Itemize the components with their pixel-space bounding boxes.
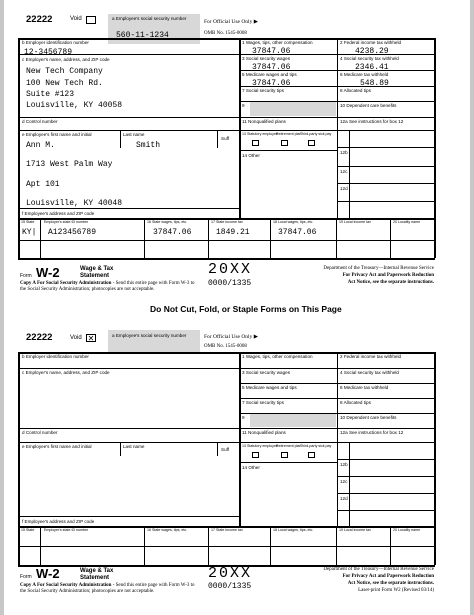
box12b-label-2: 12b [340,462,348,467]
box5-label: 5 Medicare wages and tips [242,72,297,77]
box14-label-2: 14 Other [242,465,260,470]
employer-name-line1: New Tech Company [26,67,103,76]
employee-last-value: Smith [136,141,161,150]
do-not-cut-notice: Do Not Cut, Fold, or Staple Forms on This Page [150,304,342,314]
omb-number-2: OMB No. 1545-0008 [204,344,247,349]
box13-statutory-2: 13 Statutory employee [242,444,278,448]
form-code-number: 0000/1335 [208,279,252,288]
box2-label-2: 2 Federal income tax withheld [340,354,402,359]
box10-label: 10 Dependent care benefits [340,103,397,108]
control-number-label-2: d Control number [22,430,58,435]
omb-number: OMB No. 1545-0008 [204,31,247,36]
act-notice: Act Notice, see the separate instructions. [347,280,434,285]
box6-value: 548.89 [360,79,389,88]
employer-name-line3: Suite #123 [26,90,75,99]
box20-label: 20 Locality name [393,220,421,224]
box12c-label: 12c [340,169,348,174]
dept-treasury-2: Department of the Treasury—Internal Revenue Service [323,567,434,572]
box7-label: 7 Social security tips [242,88,284,93]
ssn-value: 560-11-1234 [116,31,169,40]
box14-label: 14 Other [242,153,260,158]
box15-label: 15 State [21,220,35,224]
employee-addr-line3: Louisville, KY 40048 [26,199,123,208]
ssn-label: a Employee's social security number [112,16,187,21]
box15-state-value: KY| [22,228,37,237]
box1-label: 1 Wages, tips, other compensation [242,40,313,45]
box12d-label: 12d [340,186,348,191]
suffix-label-2: Suff [221,447,230,452]
employer-name-line4: Louisville, KY 40058 [26,101,123,110]
box4-label: 4 Social security tax withheld [340,56,399,61]
employer-name-label: c Employer's name, address, and ZIP code [22,57,110,62]
tax-year: 20XX [208,261,253,278]
box18-label-2: 18 Local wages, tips, etc. [273,528,314,532]
box2-value: 4238.29 [355,47,389,56]
void-label-2: Void [70,335,82,341]
official-use: For Official Use Only ▶ [204,19,258,25]
copy-a-rest: - Send this entire page with Form W-3 to the Social Security Administration; photocopies are not acceptable. [20,281,195,292]
box15-id-label: Employer's state ID number [44,220,89,224]
form-w2-title-2: W-2 [36,566,60,581]
box13-statutory-checkbox-2[interactable] [252,452,259,458]
box10-label-2: 10 Dependent care benefits [340,415,397,420]
box15-label-2: 15 State [21,528,35,532]
box3-label-2: 3 Social security wages [242,370,291,375]
box13-sickpay-checkbox-2[interactable] [308,452,315,458]
dept-treasury: Department of the Treasury—Internal Revenue Service [323,266,434,271]
box9-shade-2 [250,414,336,427]
employer-ein-label-2: b Employer identification number [22,354,89,359]
box7-label-2: 7 Social security tips [242,400,284,405]
box13-statutory: 13 Statutory employee [242,132,278,136]
box3-value: 37847.06 [252,63,291,72]
control-number-label: d Control number [22,119,58,124]
box13-sickpay: Third-party sick pay [300,132,332,136]
statement-title-2: Statement [80,575,110,581]
box6-label-2: 6 Medicare tax withheld [340,385,389,390]
box13-retirement-2: Retirement plan [276,444,302,448]
form-code-number-2: 0000/1335 [208,582,252,591]
void-checkbox-2[interactable]: ✕ [87,334,95,343]
employee-first-label-2: e Employee's first name and initial [22,444,92,449]
box4-label-2: 4 Social security tax withheld [340,370,399,375]
ssn-label-2: a Employee's social security number [112,333,187,338]
employee-addr-line2: Apt 101 [26,180,60,189]
suffix-label: Suff [221,136,230,141]
box9-label-2: 9 [242,415,245,420]
box12a-label: 12a See instructions for box 12 [340,119,404,124]
box1-label-2: 1 Wages, tips, other compensation [242,354,313,359]
box13-retirement-checkbox-2[interactable] [281,452,288,458]
employee-last-label-2: Last name [123,444,145,449]
box17-value: 1849.21 [216,228,250,237]
copy-a-rest-2: - Send this entire page with Form W-3 to the Social Security Administration; photocopies are not acceptable. [20,583,195,594]
employee-last-label: Last name [123,132,145,137]
form-label: Form [20,273,32,279]
form-w2-title: W-2 [36,265,60,280]
box17-label: 17 State income tax [211,220,243,224]
laser-print-note: Laser-print Form W2 (Revised 03/14) [358,588,434,593]
box16-value: 37847.06 [153,228,192,237]
employee-addr-line1: 1713 West Palm Way [26,160,113,169]
employer-name-line2: 100 New Tech Rd. [26,79,103,88]
box18-value: 37847.06 [278,228,317,237]
box15-id-value: A123456789 [48,228,97,237]
official-use-2: For Official Use Only ▶ [204,334,258,340]
form-label-2: Form [20,574,32,580]
box11-label: 11 Nonqualified plans [242,119,286,124]
box2-label: 2 Federal income tax withheld [340,40,402,45]
box6-label: 6 Medicare tax withheld [340,72,389,77]
tax-year-2: 20XX [208,565,253,582]
wage-tax-title-2: Wage & Tax [80,568,114,574]
employer-ein-label: b Employer identification number [22,40,89,45]
employee-address-label: f Employee's address and ZIP code [22,211,95,216]
wage-tax-title: Wage & Tax [80,266,114,272]
box9-label: 9 [242,103,245,108]
statement-title: Statement [80,273,110,279]
employee-address-label-2: f Employee's address and ZIP code [22,519,95,524]
box8-label: 8 Allocated tips [340,88,371,93]
void-label: Void [70,16,82,22]
box8-label-2: 8 Allocated tips [340,400,371,405]
box19-label-2: 19 Local income tax [339,528,371,532]
box16-label: 16 State wages, tips, etc. [147,220,188,224]
box19-label: 19 Local income tax [339,220,371,224]
box5-label-2: 5 Medicare wages and tips [242,385,297,390]
privacy-act: For Privacy Act and Paperwork Reduction [342,273,434,278]
box16-label-2: 16 State wages, tips, etc. [147,528,188,532]
privacy-act-2: For Privacy Act and Paperwork Reduction [342,574,434,579]
employer-name-label-2: c Employer's name, address, and ZIP code [22,370,110,375]
box13-sickpay-2: Third-party sick pay [300,444,332,448]
act-notice-2: Act Notice, see the separate instructions. [347,581,434,586]
box11-label-2: 11 Nonqualified plans [242,430,286,435]
control-code: 22222 [26,14,53,25]
employee-first-value: Ann M. [26,141,55,150]
box12a-label-2: 12a See instructions for box 12 [340,430,404,435]
box4-value: 2346.41 [355,63,389,72]
control-code-2: 22222 [26,332,53,343]
box15-id-label-2: Employer's state ID number [44,528,89,532]
employee-first-label: e Employee's first name and initial [22,132,92,137]
box12d-label-2: 12d [340,496,348,501]
copy-a-bold: Copy A For Social Security Administration [20,281,112,286]
box12b-label: 12b [340,150,348,155]
box20-label-2: 20 Locality name [393,528,421,532]
employer-ein-value: 12-3456789 [24,48,73,57]
box18-label: 18 Local wages, tips, etc. [273,220,314,224]
copy-a-bold-2: Copy A For Social Security Administration [20,583,112,588]
box3-label: 3 Social security wages [242,56,291,61]
box12c-label-2: 12c [340,479,348,484]
copy-a-instructions-2 [20,583,198,595]
box17-label-2: 17 State income tax [211,528,243,532]
box1-value: 37847.06 [252,47,291,56]
box13-retirement: Retirement plan [276,132,302,136]
box5-value: 37847.06 [252,79,291,88]
